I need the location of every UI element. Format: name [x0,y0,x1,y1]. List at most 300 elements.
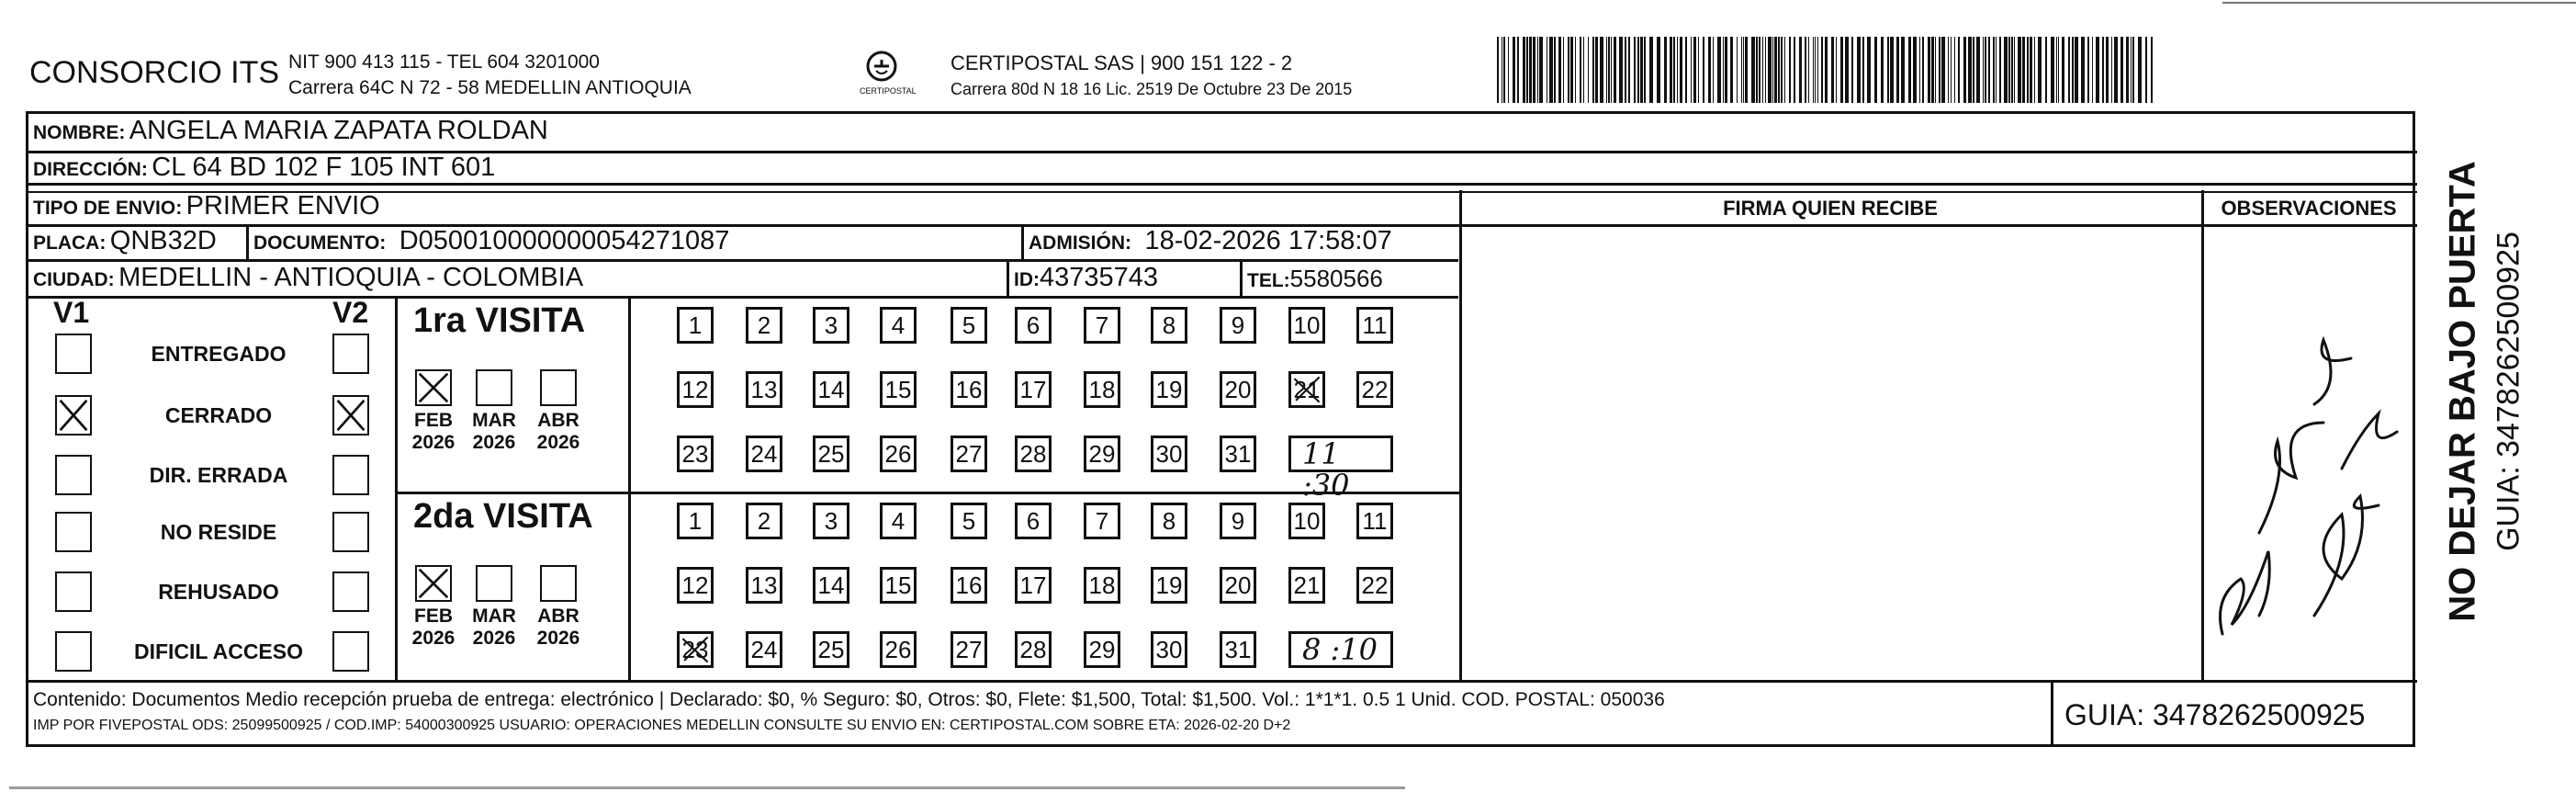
day-box[interactable] [880,631,917,668]
row-line [26,680,2417,683]
day-number: 11 [1362,311,1388,339]
day-box[interactable] [813,371,849,408]
day-box[interactable] [951,567,987,604]
day-number: 2 [757,311,771,339]
day-box[interactable] [1356,503,1393,539]
day-box[interactable] [1084,631,1120,668]
barcode-bar [1857,37,1861,103]
barcode-bar [1606,37,1607,103]
day-number: 14 [817,571,845,599]
barcode-bar [1794,37,1795,103]
day-box[interactable] [1084,371,1120,408]
footer-content-line: Contenido: Documentos Medio recepción prueba de entrega: electrónico | Declarado: $0, % Seguro: $0, Otros: $0, Flete: $1,500, Total: $1,500. Vol.: 1*1*1. 0.5 1 Unid. COD. POSTAL: 050036 [33,689,1665,710]
footer-imp-line: IMP POR FIVEPOSTAL ODS: 25099500925 / COD.IMP: 54000300925 USUARIO: OPERACIONES MEDELLIN CONSULTE SU ENVIO EN: CERTIPOSTAL.COM SOBRE ETA: 2026-02-20 D+2 [33,718,1291,733]
month-year: 2026 [472,432,516,453]
barcode-bar [1680,37,1682,103]
status-v2-checkbox[interactable] [332,512,369,552]
day-number: 28 [1019,636,1047,663]
barcode-bar [2045,37,2047,103]
day-box[interactable] [677,371,714,408]
barcode-bar [1985,37,1986,103]
ciudad-label: CIUDAD: [33,269,115,290]
day-number: 25 [817,440,845,468]
day-number: 9 [1231,507,1245,535]
barcode-bar [1789,37,1791,103]
day-number: 7 [1095,507,1109,535]
barcode-bar [2056,37,2057,103]
nombre-row [33,116,548,146]
day-number: 8 [1162,507,1176,535]
day-box[interactable] [880,436,917,472]
day-number: 14 [817,376,845,403]
visit-time-field[interactable] [1288,436,1393,503]
barcode-bar [1526,37,1528,103]
barcode-bar [1580,37,1581,103]
barcode-bar [2106,37,2109,103]
day-box[interactable] [813,436,849,472]
status-v1-checkbox[interactable] [55,455,92,495]
barcode-bar [2058,37,2059,103]
day-box[interactable] [746,307,782,344]
barcode-bar [1497,37,1499,103]
day-box[interactable] [951,631,987,668]
col-line [1021,224,1024,261]
barcode-bar [1570,37,1573,103]
barcode-bar [1628,37,1630,103]
barcode-bar [1717,37,1721,103]
row-line [26,259,1458,262]
day-box[interactable] [1151,436,1187,472]
month-year: 2026 [536,432,580,453]
status-label: DIR. ERRADA [149,463,288,487]
day-box[interactable] [813,631,849,668]
day-box[interactable] [951,371,987,408]
observaciones-header: OBSERVACIONES [2221,197,2397,220]
status-v2-checkbox[interactable] [332,455,369,495]
logo-text: CERTIPOSTAL [860,86,917,96]
id-label: ID: [1014,269,1040,290]
barcode-bar [1741,37,1742,103]
day-box[interactable] [746,436,782,472]
barcode-bar [2087,37,2089,103]
nombre-label: NOMBRE: [33,122,126,143]
day-number: 3 [824,311,838,339]
barcode-bar [1691,37,1692,103]
barcode-bar [1813,37,1814,103]
barcode-bar [1592,37,1594,103]
placa-row [33,226,217,256]
day-number: 1 [688,507,703,535]
row-line [395,492,1460,494]
day-box[interactable] [1151,307,1187,344]
day-number: 12 [681,571,709,599]
day-number: 5 [962,311,976,339]
documento-row [253,226,729,256]
month-name: FEB [414,605,453,627]
day-number: 12 [681,376,709,403]
barcode-bar [1821,37,1823,103]
status-v2-checkbox[interactable] [332,571,369,612]
day-box[interactable] [1220,567,1256,604]
day-box[interactable] [1220,631,1256,668]
barcode-bar [1625,37,1626,103]
barcode-bar [1851,37,1853,103]
barcode-bar [1941,37,1945,103]
barcode-bar [2075,37,2078,103]
month-year: 2026 [411,628,456,649]
day-box[interactable] [1151,567,1187,604]
barcode-bar [2027,37,2029,103]
month-checkbox[interactable] [476,565,512,602]
barcode-bar [1768,37,1772,103]
day-box[interactable] [880,503,917,539]
id-value: 43735743 [1040,263,1159,292]
day-box[interactable] [1288,503,1325,539]
day-number: 3 [824,507,838,535]
barcode-bar [1649,37,1653,103]
barcode-bar [1713,37,1714,103]
barcode-bar [1664,37,1667,103]
row-line [26,191,2417,193]
day-number: 21 [1293,571,1321,599]
barcode-bar [2051,37,2054,103]
col-line [246,224,249,261]
day-box[interactable] [1015,631,1052,668]
status-label: NO RESIDE [160,520,277,544]
month-year: 2026 [411,432,456,453]
recipient-signature [2204,266,2415,671]
day-number: 23 [681,636,709,663]
day-box[interactable] [746,631,782,668]
barcode-bar [1954,37,1955,103]
barcode-bar [1508,37,1509,103]
day-box[interactable] [951,436,987,472]
barcode-bar [1976,37,1980,103]
col-line [1459,190,1462,682]
barcode-bar [1999,37,2001,103]
status-v1-checkbox[interactable] [55,512,92,552]
visit-time-value: 11 :30 [1302,436,1350,503]
day-box[interactable] [677,631,714,668]
day-number: 26 [884,636,912,663]
day-number: 7 [1095,311,1109,339]
barcode-bar [1867,37,1871,103]
day-box[interactable] [1015,503,1052,539]
barcode-bar [2126,37,2129,103]
barcode-bar [2068,37,2070,103]
barcode-bar [1890,37,1894,103]
barcode-bar [1881,37,1884,103]
barcode-bar [2062,37,2064,103]
barcode-bar [1673,37,1675,103]
visit-time-field[interactable] [1288,631,1393,668]
barcode-bar [1939,37,1940,103]
day-number: 1 [688,311,703,339]
barcode-bar [1549,37,1553,103]
barcode-bar [1708,37,1711,103]
barcode-bar [1874,37,1877,103]
day-number: 18 [1088,571,1116,599]
day-number: 24 [750,636,778,663]
month-checkbox[interactable] [540,369,577,406]
barcode-bar [1698,37,1699,103]
day-number: 29 [1088,636,1116,663]
day-box[interactable] [1220,436,1256,472]
day-number: 17 [1019,571,1047,599]
barcode-bar [1503,37,1505,103]
status-v2-checkbox[interactable] [332,631,369,672]
barcode-bar [1657,37,1660,103]
day-box[interactable] [1356,567,1393,604]
barcode-bar [1608,37,1610,103]
barcode-bar [2038,37,2042,103]
barcode-bar [1862,37,1864,103]
barcode-bar [1983,37,1984,103]
barcode-bar [1619,37,1623,103]
id-row [1014,263,1158,293]
v2-header: V2 [332,296,369,329]
day-box[interactable] [1151,371,1187,408]
day-number: 19 [1155,571,1183,599]
barcode-bar [1840,37,1843,103]
admision-row [1029,226,1392,256]
month-checkbox[interactable] [476,369,512,406]
barcode-bar [1759,37,1760,103]
status-label: ENTREGADO [151,342,287,366]
day-number: 10 [1293,311,1321,339]
barcode-bar [1588,37,1589,103]
day-number: 13 [750,376,778,403]
day-box[interactable] [880,567,917,604]
day-box[interactable] [1356,371,1393,408]
visit-title: 2da VISITA [413,497,593,536]
day-box[interactable] [1084,307,1120,344]
day-box[interactable] [1356,307,1393,344]
status-v1-checkbox[interactable] [55,631,92,672]
side-no-dejar: NO DEJAR BAJO PUERTA [2442,161,2483,622]
day-box[interactable] [880,307,917,344]
month-name: ABR [537,605,579,627]
row-line [26,183,2417,186]
day-number: 6 [1026,311,1041,339]
status-v1-checkbox[interactable] [55,395,92,436]
day-box[interactable] [1288,307,1325,344]
x-mark-icon [417,371,450,404]
month-name: MAR [472,410,516,431]
barcode-bar [1896,37,1899,103]
day-number: 10 [1293,507,1321,535]
status-label: REHUSADO [158,580,279,604]
day-box[interactable] [1220,371,1256,408]
day-box[interactable] [1084,567,1120,604]
day-number: 8 [1162,311,1176,339]
certipostal-logo [854,46,917,101]
day-box[interactable] [813,307,849,344]
barcode-bar [1799,37,1802,103]
barcode-bar [2120,37,2123,103]
day-number: 28 [1019,440,1047,468]
day-box[interactable] [813,503,849,539]
company-info-line2: Carrera 64C N 72 - 58 MEDELLIN ANTIOQUIA [288,77,692,98]
barcode-bar [1595,37,1598,103]
x-mark-icon [334,397,367,434]
day-box[interactable] [1220,503,1256,539]
x-mark-icon [57,397,90,434]
day-box[interactable] [1015,371,1052,408]
barcode-bar [1951,37,1952,103]
barcode-bar [2092,37,2093,103]
barcode-bar [1931,37,1934,103]
barcode-bar [2111,37,2112,103]
firma-header: FIRMA QUIEN RECIBE [1723,197,1938,220]
day-number: 4 [891,311,906,339]
visit-time-value: 8 :10 [1302,632,1378,667]
x-mark-icon [680,634,711,665]
barcode-bar [1996,37,1997,103]
day-number: 31 [1224,440,1252,468]
admision-label: ADMISIÓN: [1029,232,1131,254]
scan-edge-bottom [9,786,1405,789]
day-box[interactable] [951,503,987,539]
barcode-bar [2081,37,2085,103]
barcode-bar [1730,37,1733,103]
day-box[interactable] [1084,436,1120,472]
barcode-bar [2034,37,2035,103]
ciudad-row [33,263,583,293]
day-box[interactable] [1015,307,1052,344]
month-checkbox[interactable] [415,369,452,406]
barcode-bar [1928,37,1930,103]
barcode-bar [2131,37,2132,103]
barcode-bar [2018,37,2021,103]
barcode-bar [1513,37,1515,103]
day-box[interactable] [746,371,782,408]
barcode-bar [1703,37,1704,103]
carrier-line2: Carrera 80d N 18 16 Lic. 2519 De Octubre 23 De 2015 [951,80,1353,98]
barcode-bar [1778,37,1780,103]
barcode-bar [1614,37,1616,103]
barcode-bar [1745,37,1748,103]
day-box[interactable] [1084,503,1120,539]
day-box[interactable] [951,307,987,344]
documento-label: DOCUMENTO: [253,232,387,254]
day-box[interactable] [677,307,714,344]
barcode-bar [1670,37,1672,103]
row-line [26,296,1458,299]
day-number: 21 [1293,376,1321,403]
barcode-bar [2151,37,2153,103]
day-box[interactable] [813,567,849,604]
day-box[interactable] [677,503,714,539]
month-name: FEB [414,410,453,431]
day-box[interactable] [746,503,782,539]
day-box[interactable] [1151,631,1187,668]
direccion-row [33,153,495,183]
status-v2-checkbox[interactable] [332,395,369,436]
barcode-bar [2030,37,2032,103]
month-checkbox[interactable] [415,565,452,602]
scan-edge-top [2222,2,2576,4]
day-box[interactable] [880,371,917,408]
barcode-bar [1968,37,1972,103]
barcode-bar [1756,37,1758,103]
barcode-bar [1958,37,1960,103]
status-v1-checkbox[interactable] [55,334,92,374]
day-number: 26 [884,440,912,468]
barcode-bar [2004,37,2008,103]
barcode-bar [1558,37,1561,103]
barcode-bar [1919,37,1920,103]
day-box[interactable] [1015,436,1052,472]
x-mark-icon [1291,374,1322,405]
barcode-bar [1677,37,1678,103]
barcode-bar [1685,37,1687,103]
day-number: 19 [1155,376,1183,403]
barcode-bar [1725,37,1727,103]
status-v2-checkbox[interactable] [332,334,369,374]
barcode-bar [1600,37,1603,103]
barcode-bar [1774,37,1777,103]
day-box[interactable] [1151,503,1187,539]
barcode-bar [1640,37,1643,103]
status-v1-checkbox[interactable] [55,571,92,612]
barcode-bar [1765,37,1766,103]
col-line [628,296,631,682]
day-number: 5 [962,507,976,535]
day-box[interactable] [1015,567,1052,604]
barcode-bar [1825,37,1828,103]
barcode-bar [1815,37,1816,103]
barcode-bar [1575,37,1576,103]
placa-label: PLACA: [33,232,107,254]
tipo-row [33,191,380,221]
barcode-bar [1831,37,1834,103]
barcode-bar [1634,37,1636,103]
day-number: 4 [891,507,906,535]
barcode-bar [1993,37,1995,103]
barcode-bar [1644,37,1646,103]
day-box[interactable] [677,436,714,472]
barcode-bar [1808,37,1809,103]
day-box[interactable] [746,567,782,604]
placa-value: QNB32D [109,226,217,255]
day-number: 27 [955,636,983,663]
barcode-bar [1533,37,1535,103]
barcode-bar [1743,37,1744,103]
barcode-bar [1554,37,1556,103]
day-box[interactable] [1220,307,1256,344]
barcode-bar [1529,37,1532,103]
tel-label: TEL: [1247,270,1290,291]
day-number: 31 [1224,636,1252,663]
carrier-line1: CERTIPOSTAL SAS | 900 151 122 - 2 [951,51,1293,74]
day-number: 22 [1361,571,1389,599]
col-line [1007,261,1009,298]
tipo-label: TIPO DE ENVIO: [33,198,183,219]
month-checkbox[interactable] [540,565,577,602]
barcode-bar [2132,37,2134,103]
day-number: 24 [750,440,778,468]
barcode-bar [2145,37,2147,103]
barcode-bar [1988,37,1990,103]
day-box[interactable] [1288,371,1325,408]
day-box[interactable] [677,567,714,604]
day-box[interactable] [1288,567,1325,604]
day-number: 22 [1361,376,1389,403]
visit-title: 1ra VISITA [413,301,586,340]
direccion-value: CL 64 BD 102 F 105 INT 601 [152,153,496,182]
barcode-bar [1583,37,1584,103]
